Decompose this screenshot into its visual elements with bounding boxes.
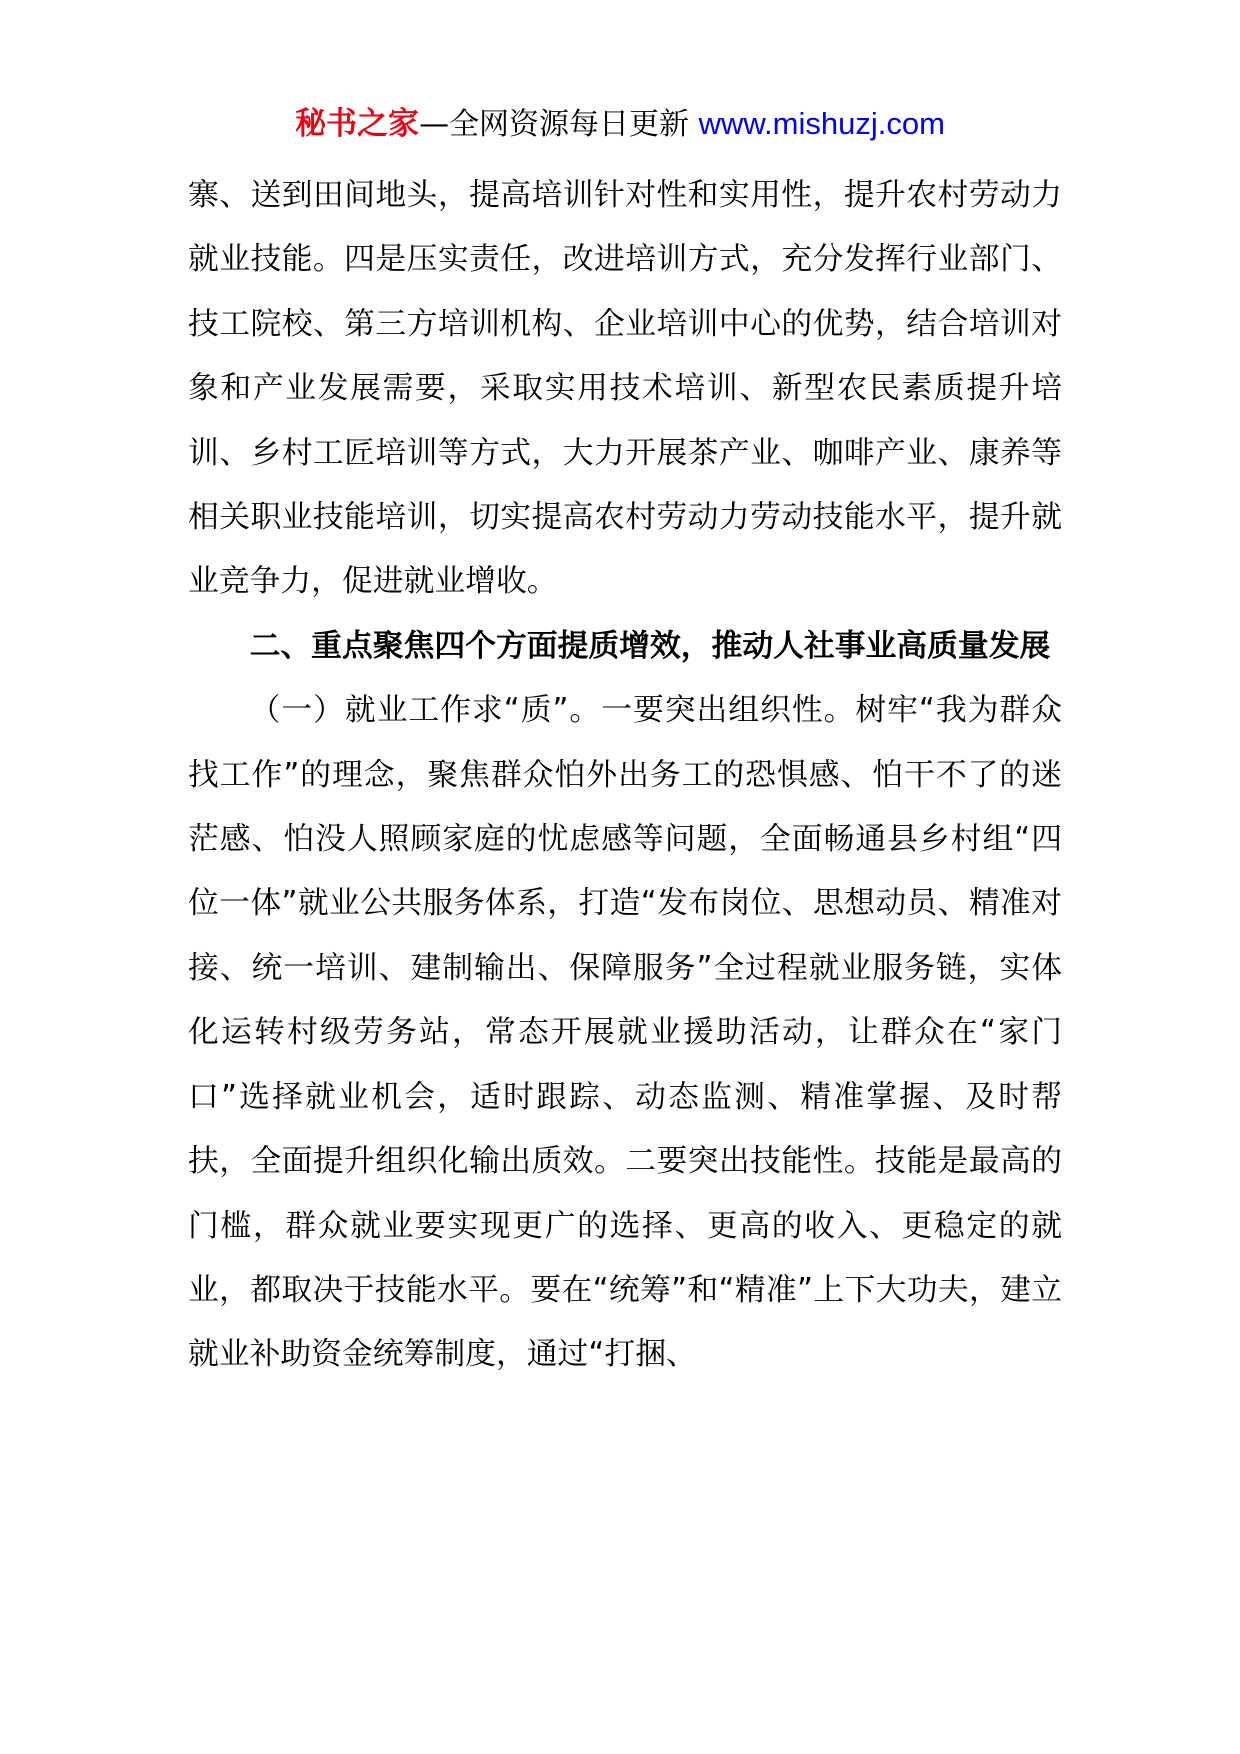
document-body xyxy=(188,163,1062,1387)
body-paragraph: （一）就业工作求“质”。一要突出组织性。树牢“我为群众找工作”的理念，聚焦群众怕外出务工的恐惧感、怕干不了的迷茫感、怕没人照顾家庭的忧虑感等问题，全面畅通县乡村组“四位一体”就业公共服务体系，打造“发布岗位、思想动员、精准对接、统一培训、建制输出、保障服务”全过程就业服务链，实体化运转村级劳务站，常态开展就业援助活动，让群众在“家门口”选择就业机会，适时跟踪、动态监测、精准掌握、及时帮扶，全面提升组织化输出质效。二要突出技能性。技能是最高的门槛，群众就业要实现更广的选择、更高的收入、更稳定的就业，都取决于技能水平。要在“统筹”和“精准”上下大功夫，建立就业补助资金统筹制度，通过“打捆、 xyxy=(188,692,1062,1373)
site-url-link[interactable]: www.mishuzj.com xyxy=(698,106,945,141)
page-header xyxy=(0,104,1240,145)
section-heading: 二、重点聚焦四个方面提质增效，推动人社事业高质量发展 xyxy=(249,627,1051,664)
site-tagline: —全网资源每日更新 xyxy=(419,107,699,142)
body-paragraph: 寨、送到田间地头，提高培训针对性和实用性，提升农村劳动力就业技能。四是压实责任，改进培训方式，充分发挥行业部门、技工院校、第三方培训机构、企业培训中心的优势，结合培训对象和产业发展需要，采取实用技术培训、新型农民素质提升培训、乡村工匠培训等方式，大力开展茶产业、咖啡产业、康养等相关职业技能培训，切实提高农村劳动力劳动技能水平，提升就业竞争力，促进就业增收。 xyxy=(188,177,1062,600)
site-brand: 秘书之家 xyxy=(295,106,420,142)
